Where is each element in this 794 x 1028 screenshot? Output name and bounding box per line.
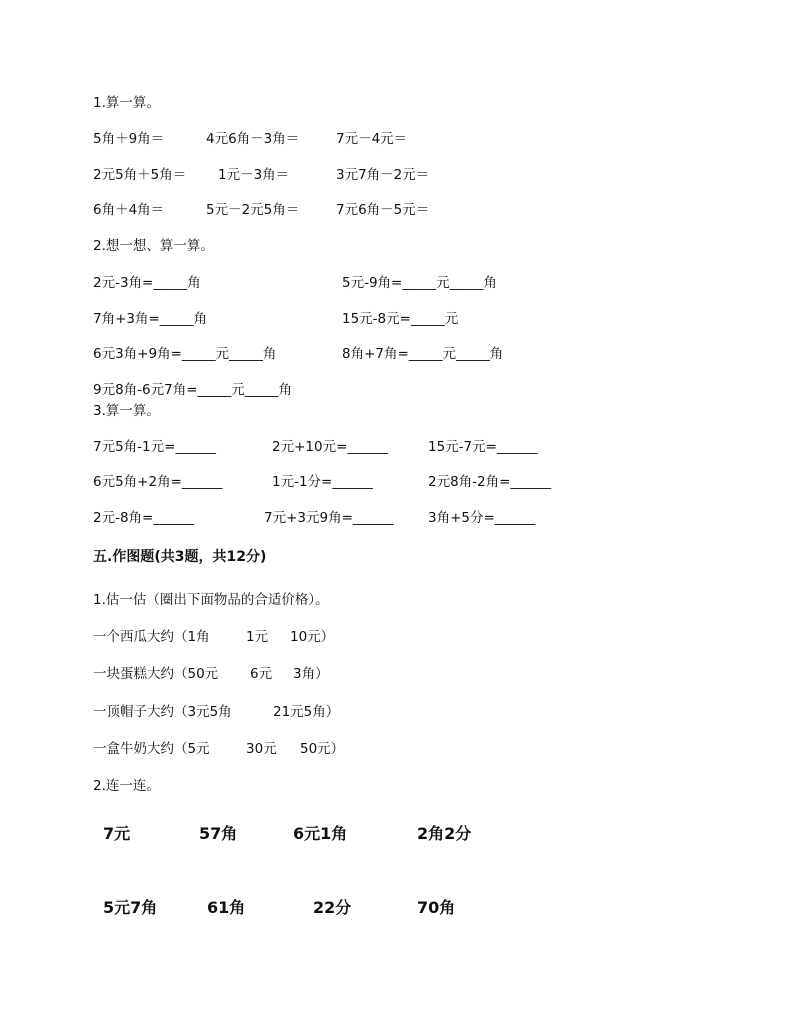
- match-title: 2.连一连。: [93, 778, 160, 794]
- estimate-item-3-b: 21元5角）: [273, 704, 340, 720]
- calc3-r1-c3: 15元-7元=______: [428, 439, 538, 455]
- calc2-r1-c2: 5元-9角=_____元_____角: [342, 275, 497, 291]
- match-bottom-3: 22分: [313, 898, 352, 917]
- calc3-r2-c3: 2元8角-2角=______: [428, 474, 551, 490]
- calc3-r3-c2: 7元+3元9角=______: [264, 510, 394, 526]
- match-bottom-2: 61角: [207, 898, 246, 917]
- estimate-item-1-b: 1元: [246, 629, 269, 645]
- calc2-r4-c1: 9元8角-6元7角=_____元_____角: [93, 382, 293, 398]
- calc2-r2-c1: 7角+3角=_____角: [93, 311, 208, 327]
- calc3-r2-c2: 1元-1分=______: [272, 474, 373, 490]
- calc2-r1-c1: 2元-3角=_____角: [93, 275, 201, 291]
- estimate-item-3-a: 一顶帽子大约（3元5角: [93, 704, 232, 720]
- estimate-item-1-a: 一个西瓜大约（1角: [93, 629, 210, 645]
- estimate-item-2-b: 6元: [250, 666, 273, 682]
- calc1-r1-c1: 5角＋9角＝: [93, 131, 165, 147]
- calc1-r3-c1: 6角＋4角＝: [93, 202, 165, 218]
- match-top-4: 2角2分: [417, 824, 472, 843]
- estimate-item-2-c: 3角）: [293, 666, 329, 682]
- estimate-item-2-a: 一块蛋糕大约（50元: [93, 666, 219, 682]
- estimate-item-4-a: 一盒牛奶大约（5元: [93, 741, 210, 757]
- calc1-r2-c2: 1元－3角＝: [218, 167, 290, 183]
- estimate-item-4-c: 50元）: [300, 741, 345, 757]
- match-top-1: 7元: [103, 824, 131, 843]
- calc1-r1-c2: 4元6角－3角＝: [206, 131, 300, 147]
- calc3-r1-c2: 2元+10元=______: [272, 439, 388, 455]
- section-2-title: 2.想一想、算一算。: [93, 238, 214, 254]
- section-3-title: 3.算一算。: [93, 403, 160, 419]
- calc3-r3-c3: 3角+5分=______: [428, 510, 536, 526]
- calc1-r3-c2: 5元－2元5角＝: [206, 202, 300, 218]
- calc1-r3-c3: 7元6角－5元＝: [336, 202, 430, 218]
- calc2-r2-c2: 15元-8元=_____元: [342, 311, 459, 327]
- calc1-r2-c3: 3元7角－2元＝: [336, 167, 430, 183]
- calc2-r3-c1: 6元3角+9角=_____元_____角: [93, 346, 277, 362]
- match-bottom-1: 5元7角: [103, 898, 158, 917]
- calc1-r1-c3: 7元－4元＝: [336, 131, 408, 147]
- calc3-r3-c1: 2元-8角=______: [93, 510, 194, 526]
- match-top-3: 6元1角: [293, 824, 348, 843]
- estimate-item-1-c: 10元）: [290, 629, 335, 645]
- calc1-r2-c1: 2元5角＋5角＝: [93, 167, 187, 183]
- estimate-item-4-b: 30元: [246, 741, 277, 757]
- section-1-title: 1.算一算。: [93, 95, 160, 111]
- section-5-heading: 五.作图题(共3题，共12分): [93, 549, 267, 565]
- match-top-2: 57角: [199, 824, 238, 843]
- calc3-r2-c1: 6元5角+2角=______: [93, 474, 223, 490]
- match-bottom-4: 70角: [417, 898, 456, 917]
- calc2-r3-c2: 8角+7角=_____元_____角: [342, 346, 504, 362]
- calc3-r1-c1: 7元5角-1元=______: [93, 439, 216, 455]
- estimate-title: 1.估一估（圈出下面物品的合适价格）。: [93, 592, 329, 608]
